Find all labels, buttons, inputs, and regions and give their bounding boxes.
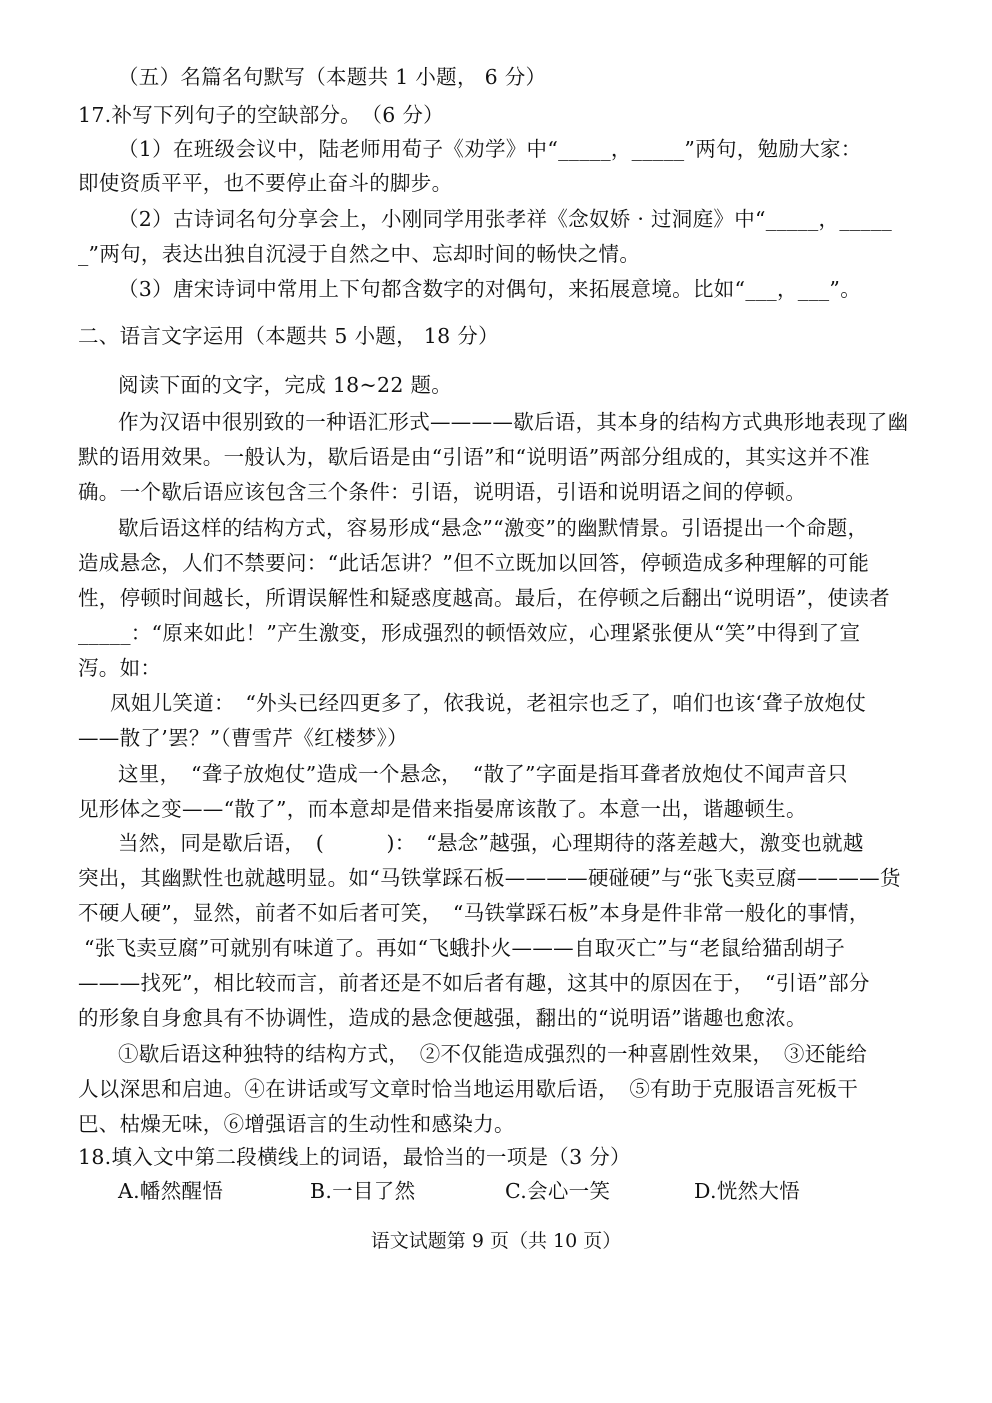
question-18-option-b: B.一目了然 [310, 1179, 416, 1203]
passage-line: 作为汉语中很别致的一种语汇形式————歇后语，其本身的结构方式典形地表现了幽 [118, 410, 909, 434]
passage-line: 造成悬念，人们不禁要问：“此话怎讲？”但不立既加以回答，停顿造成多种理解的可能 [78, 551, 870, 575]
question-17-item-3: （3）唐宋诗词中常用上下句都含数字的对偶句，来拓展意境。比如“___，___”。 [118, 277, 862, 301]
passage-line: 不硬人硬”，显然，前者不如后者可笑， “马铁掌踩石板”本身是件非常一般化的事情， [78, 901, 870, 925]
question-18-option-a: A.幡然醒悟 [118, 1179, 224, 1203]
question-18-option-d: D.恍然大悟 [694, 1179, 801, 1203]
question-17-item-2-cont: _”两句，表达出独自沉浸于自然之中、忘却时间的畅快之情。 [78, 242, 641, 266]
passage-line: 性，停顿时间越长，所谓误解性和疑惑度越高。最后，在停顿之后翻出“说明语”，使读者 [78, 586, 890, 610]
question-17-item-1-cont: 即使资质平平，也不要停止奋斗的脚步。 [78, 171, 453, 195]
passage-line: “张飞卖豆腐”可就别有味道了。再如“飞蛾扑火———自取灭亡”与“老鼠给猫刮胡子 [84, 936, 846, 960]
passage-line: _____：“原来如此！”产生激变，形成强烈的顿悟效应，心理紧张便从“笑”中得到了宣 [78, 621, 861, 645]
passage-line: 当然，同是歇后语， ( )： “悬念”越强，心理期待的落差越大，激变也就越 [118, 831, 864, 855]
passage-line: ①歇后语这种独特的结构方式， ②不仅能造成强烈的一种喜剧性效果， ③还能给 [118, 1042, 868, 1066]
question-17-item-1: （1）在班级会议中，陆老师用荀子《劝学》中“_____，_____”两句，勉励大家： [118, 137, 862, 161]
passage-quote-line: ——散了’罢？”（曹雪芹《红楼梦》） [78, 726, 408, 750]
passage-line: 见形体之变——“散了”，而本意却是借来指晏席该散了。本意一出，谐趣顿生。 [78, 797, 807, 821]
passage-intro: 阅读下面的文字，完成 18~22 题。 [118, 373, 453, 397]
passage-line: 巴、枯燥无味，⑥增强语言的生动性和感染力。 [78, 1112, 515, 1136]
passage-line: 泻。如： [78, 656, 162, 680]
passage-line: 默的语用效果。一般认为，歇后语是由“引语”和“说明语”两部分组成的，其实这并不准 [78, 445, 870, 469]
passage-line: 人以深思和启迪。④在讲话或写文章时恰当地运用歇后语， ⑤有助于克服语言死板干 [78, 1077, 859, 1101]
question-17-item-2: （2）古诗词名句分享会上，小刚同学用张孝祥《念奴娇 · 过洞庭》中“_____，_____ [118, 207, 893, 231]
passage-line: 歇后语这样的结构方式，容易形成“悬念”“激变”的幽默情景。引语提出一个命题， [118, 516, 869, 540]
question-18-option-c: C.会心一笑 [505, 1179, 611, 1203]
passage-line: ———找死”，相比较而言，前者还是不如后者有趣，这其中的原因在于， “引语”部分 [78, 971, 870, 995]
page-footer: 语文试题第 9 页（共 10 页） [370, 1230, 622, 1252]
passage-line: 突出，其幽默性也就越明显。如“马铁掌踩石板————硬碰硬”与“张飞卖豆腐————货 [78, 866, 901, 890]
passage-line: 确。一个歇后语应该包含三个条件：引语，说明语，引语和说明语之间的停顿。 [78, 480, 806, 504]
section-five-heading: （五）名篇名句默写（本题共 1 小题， 6 分） [118, 65, 547, 89]
passage-line: 的形象自身愈具有不协调性，造成的悬念便越强，翻出的“说明语”谐趣也愈浓。 [78, 1006, 807, 1030]
question-18-stem: 18.填入文中第二段横线上的词语，最恰当的一项是（3 分） [78, 1145, 631, 1169]
passage-line: 这里， “聋子放炮仗”造成一个悬念， “散了”字面是指耳聋者放炮仗不闻声音只 [118, 762, 848, 786]
question-17-stem: 17.补写下列句子的空缺部分。 （6 分） [78, 103, 444, 127]
part-two-heading: 二、语言文字运用（本题共 5 小题， 18 分） [78, 324, 499, 348]
passage-quote-line: 凤姐儿笑道： “外头已经四更多了，依我说，老祖宗也乏了，咱们也该‘聋子放炮仗 [110, 691, 867, 715]
